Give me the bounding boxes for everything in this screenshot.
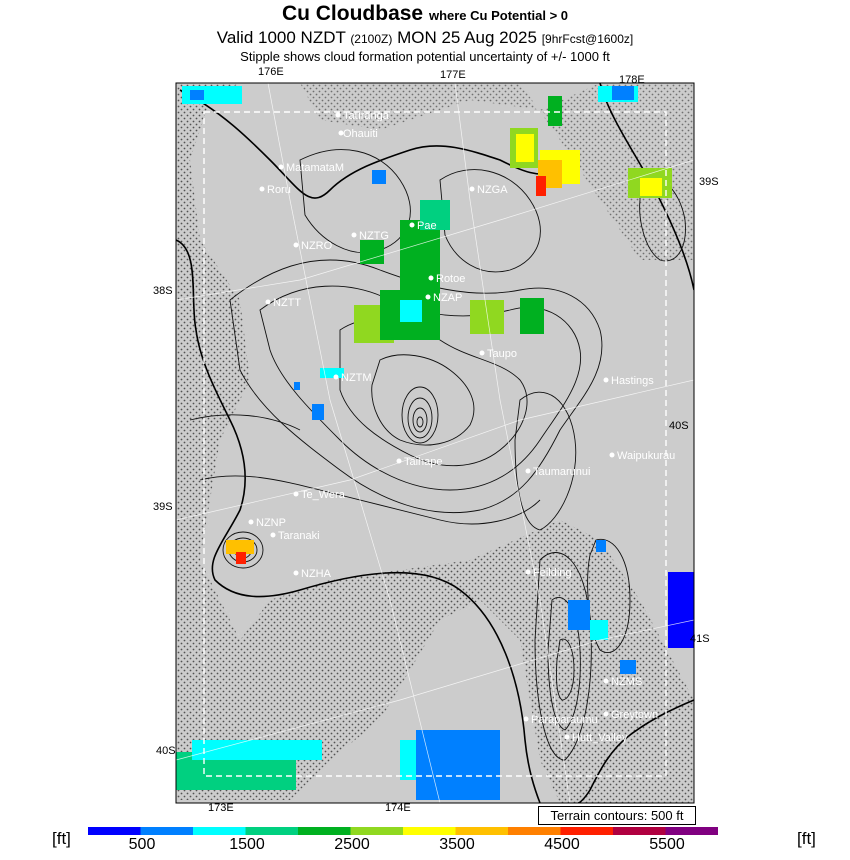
place-label-feilding: Feilding xyxy=(533,567,572,579)
place-dot xyxy=(526,570,531,575)
place-dot xyxy=(470,187,475,192)
color-scale-segment xyxy=(456,827,509,835)
cu-cell-se-blue1 xyxy=(568,600,590,630)
place-label-nztt: NZTT xyxy=(273,297,302,309)
place-dot xyxy=(526,469,531,474)
cu-cell-east-red xyxy=(536,176,546,196)
place-dot xyxy=(249,520,254,525)
place-label-waipukurau: Waipukurau xyxy=(617,450,676,462)
place-label-nzms: NZMS xyxy=(611,676,643,688)
color-scale-segment xyxy=(508,827,561,835)
cu-cell-east-yellow xyxy=(516,134,534,162)
place-dot xyxy=(610,453,615,458)
place-label-greytown: Greytown xyxy=(611,709,659,721)
lon-label-top-177: 177E xyxy=(440,69,466,81)
color-scale-segment xyxy=(666,827,719,835)
cu-cell-central-cyan xyxy=(400,300,422,322)
place-label-ohauiti: Ohauiti xyxy=(343,128,378,140)
place-label-nznp: NZNP xyxy=(256,517,286,529)
lat-label-left-39: 39S xyxy=(153,501,173,513)
place-label-nzha: NZHA xyxy=(301,568,331,580)
place-dot xyxy=(294,571,299,576)
cu-cell-east-yellow4 xyxy=(640,178,662,196)
cu-cell-taranaki-red xyxy=(236,552,246,564)
lon-label-bottom-174: 174E xyxy=(385,802,411,814)
place-label-hastings: Hastings xyxy=(611,375,654,387)
place-label-taihape: Taihape xyxy=(404,456,443,468)
place-dot xyxy=(294,243,299,248)
cu-cell-central-green1 xyxy=(360,240,384,264)
place-dot xyxy=(565,735,570,740)
place-label-tauranga: Tauranga xyxy=(343,110,389,122)
color-scale-segment xyxy=(561,827,614,835)
cu-cell-nw-cyan xyxy=(372,170,386,184)
legend-tick-4500: 4500 xyxy=(544,836,580,853)
place-dot xyxy=(271,533,276,538)
cu-cell-se-blue3 xyxy=(620,660,636,674)
title-main: Cu Cloudbase xyxy=(281,2,424,25)
terrain-contours-note: Terrain contours: 500 ft xyxy=(538,806,696,825)
place-dot xyxy=(334,375,339,380)
place-dot xyxy=(604,712,609,717)
color-scale-segment xyxy=(403,827,456,835)
place-dot xyxy=(410,223,415,228)
stipple-note: Stipple shows cloud formation potential uncertainty of +/- 1000 ft xyxy=(240,49,610,64)
cu-cell-nw-blue2 xyxy=(294,382,300,390)
cu-cell-north-blue xyxy=(190,90,204,100)
legend-tick-500: 500 xyxy=(128,836,156,853)
lon-label-top-176: 176E xyxy=(258,66,284,78)
cu-cell-sw-cyan xyxy=(192,740,322,760)
place-label-pae: Pae xyxy=(417,220,437,232)
lat-label-right-41: 41S xyxy=(690,633,710,645)
place-dot xyxy=(397,459,402,464)
lat-label-left-38: 38S xyxy=(153,285,173,297)
place-dot xyxy=(604,378,609,383)
place-label-taupo: Taupo xyxy=(487,348,517,360)
cu-cell-se-cyan xyxy=(590,620,608,640)
cu-cell-central-green4 xyxy=(520,298,544,334)
place-label-matamata: MatamataM xyxy=(286,162,345,174)
valid-prefix: Valid 1000 NZDT xyxy=(216,28,346,47)
color-scale-bar xyxy=(88,827,718,835)
legend-tick-1500: 1500 xyxy=(229,836,265,853)
cu-cell-nw-blue xyxy=(312,404,324,420)
color-scale-segment xyxy=(246,827,299,835)
place-label-nzap: NZAP xyxy=(433,292,463,304)
legend-tick-5500: 5500 xyxy=(649,836,685,853)
place-dot xyxy=(352,233,357,238)
place-dot xyxy=(524,717,529,722)
place-dot xyxy=(279,165,284,170)
color-scale-segment xyxy=(193,827,246,835)
lat-label-right-40: 40S xyxy=(669,420,689,432)
lat-label-left-40: 40S xyxy=(156,745,176,757)
place-dot xyxy=(266,300,271,305)
place-label-taumarunui: Taumarunui xyxy=(533,466,591,478)
place-label-nzga: NZGA xyxy=(477,184,508,196)
place-label-nztm: NZTM xyxy=(341,372,372,384)
cu-cell-se-blue2 xyxy=(596,540,606,552)
place-label-taranaki: Taranaki xyxy=(278,530,320,542)
color-scale-segment xyxy=(613,827,666,835)
place-dot xyxy=(260,187,265,192)
forecast-info: [9hrFcst@1600z] xyxy=(541,32,634,46)
cu-cell-east-green xyxy=(548,96,562,126)
place-dot xyxy=(426,295,431,300)
lat-label-right-39: 39S xyxy=(699,176,719,188)
place-label-hutt-valley: Hutt_Valley xyxy=(572,732,628,744)
place-dot xyxy=(480,351,485,356)
place-label-te-wera: Te_Wera xyxy=(301,489,345,501)
valid-date: MON 25 Aug 2025 xyxy=(397,28,537,47)
color-scale-segment xyxy=(351,827,404,835)
legend-tick-2500: 2500 xyxy=(334,836,370,853)
color-scale-segment xyxy=(141,827,194,835)
place-dot xyxy=(429,276,434,281)
place-dot xyxy=(604,679,609,684)
place-label-roru: Roru xyxy=(267,184,291,196)
lon-label-bottom-173: 173E xyxy=(208,802,234,814)
valid-utc: (2100Z) xyxy=(350,32,393,46)
legend-tick-3500: 3500 xyxy=(439,836,475,853)
place-label-paraparaumu: Paraparaumu xyxy=(531,714,598,726)
cu-cell-s-blue xyxy=(416,730,500,800)
cu-cell-taranaki-yellow xyxy=(226,540,254,554)
legend-unit-right: [ft] xyxy=(797,829,816,848)
cu-cell-central-yellowgreen2 xyxy=(470,300,504,334)
title-suffix: where Cu Potential > 0 xyxy=(428,8,569,23)
place-label-nzro: NZRO xyxy=(301,240,333,252)
color-scale-segment xyxy=(88,827,141,835)
lon-label-top-178: 178E xyxy=(619,74,645,86)
cu-cell-ne-blue xyxy=(612,86,634,100)
place-dot xyxy=(336,113,341,118)
legend-unit-left: [ft] xyxy=(52,829,71,848)
place-dot xyxy=(294,492,299,497)
place-label-rotoe: Rotoe xyxy=(436,273,466,285)
color-scale-segment xyxy=(298,827,351,835)
place-label-nztg: NZTG xyxy=(359,230,389,242)
